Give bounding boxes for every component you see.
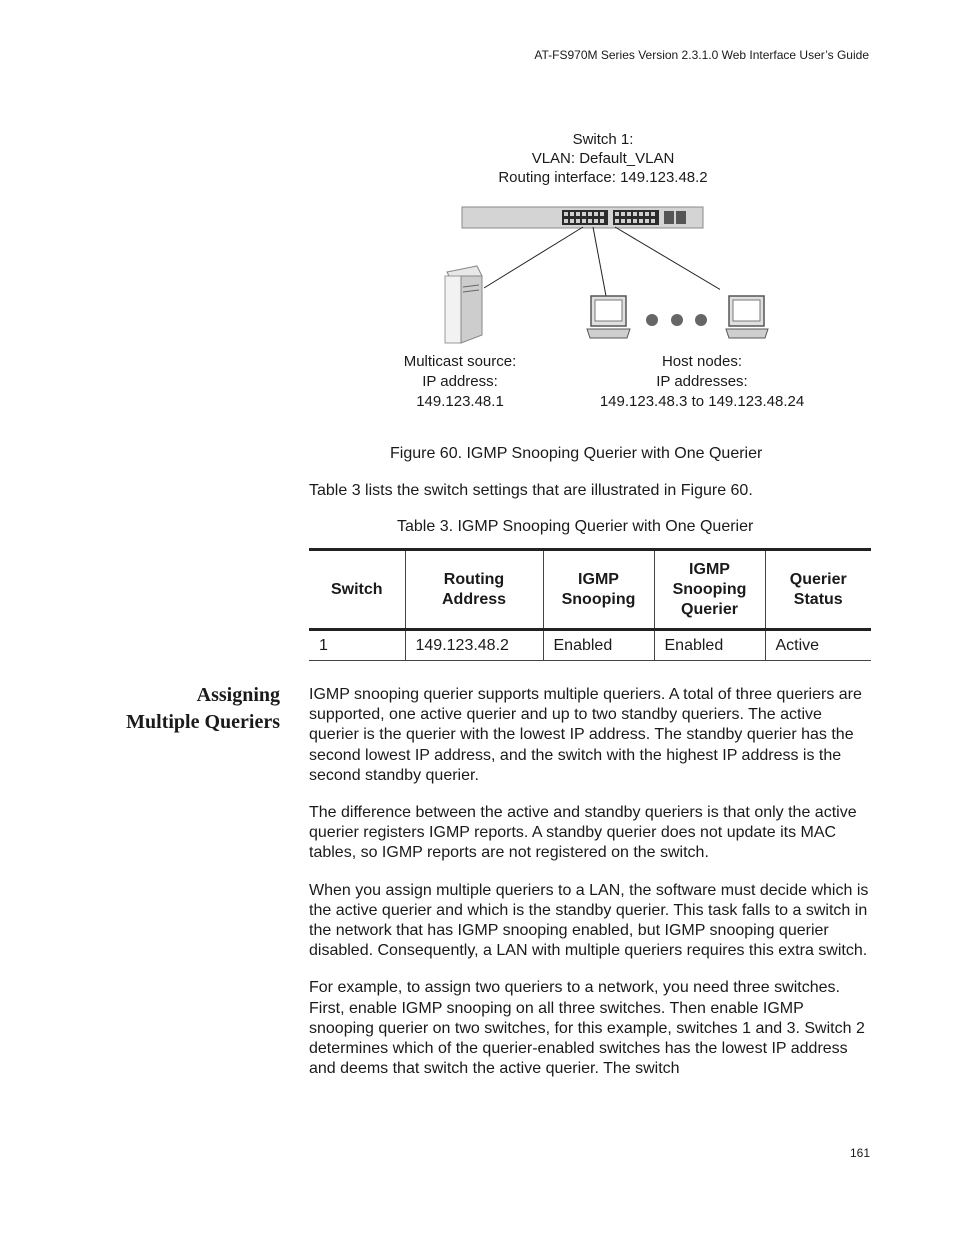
- column-header: Switch: [309, 550, 405, 630]
- column-header: Routing Address: [405, 550, 543, 630]
- section-heading: Assigning Multiple Queriers: [126, 684, 280, 733]
- column-header: IGMP Snooping: [543, 550, 654, 630]
- host-computer-icon: [587, 296, 630, 338]
- section-body: [309, 685, 871, 1096]
- table-cell: 149.123.48.2: [405, 630, 543, 661]
- table-cell: Enabled: [654, 630, 765, 661]
- server-icon: [445, 266, 482, 343]
- body-paragraph: When you assign multiple queriers to a LAN, the software must decide which is the active querier and which is the standby querier. This task falls to a switch in the network that has IGMP snooping enabled, but IGMP snooping querier disabled. Consequently, a LAN with multiple queriers requires this extra switch.: [309, 881, 869, 960]
- table-caption: Table 3. IGMP Snooping Querier with One Querier: [397, 518, 754, 535]
- host-computer-icon: [725, 295, 769, 339]
- body-paragraph: For example, to assign two queriers to a network, you need three switches. First, enable IGMP snooping on all three switches. Then enable IGMP snooping querier on two switches, for this example, switches 1 and 3. Switch 2 determines which of the querier-enabled switches has the lowest IP address and deems that switch the active querier. The switch: [309, 979, 865, 1078]
- querier-settings-table: [309, 548, 871, 661]
- column-header: IGMP Snooping Querier: [654, 550, 765, 630]
- body-paragraph: The difference between the active and standby queriers is that only the active querier registers IGMP reports. A standby querier does not update its MAC tables, so IGMP reports are not registered on the switch.: [309, 804, 857, 862]
- multicast-source-label: Multicast source: IP address: 149.123.48.1: [403, 353, 517, 410]
- page-number: 161: [850, 1146, 871, 1160]
- table-cell: 1: [309, 630, 405, 661]
- page-header: AT-FS970M Series Version 2.3.1.0 Web Interface User’s Guide: [534, 48, 869, 62]
- table-row: [309, 630, 871, 661]
- switch-label: Switch 1: VLAN: Default_VLAN Routing interface: 149.123.48.2: [498, 131, 708, 186]
- body-paragraph: IGMP snooping querier supports multiple queriers. A total of three queriers are supported, one active querier and up to two standby queriers. The active querier is the querier with the lowest IP address. The standby querier has the second lowest IP address, and the switch with the highest IP address is the second standby querier.: [309, 686, 862, 784]
- table-cell: Active: [765, 630, 871, 661]
- connection-lines: [484, 227, 720, 296]
- column-header: Querier Status: [765, 550, 871, 630]
- table-header-row: [309, 550, 871, 630]
- figure-caption: Figure 60. IGMP Snooping Querier with One Querier: [390, 445, 763, 462]
- intro-paragraph: Table 3 lists the switch settings that are illustrated in Figure 60.: [309, 482, 753, 499]
- switch-icon: [462, 207, 703, 228]
- host-nodes-label: Host nodes: IP addresses: 149.123.48.3 to 149.123.48.24: [599, 353, 805, 410]
- network-diagram: [400, 190, 720, 350]
- ellipsis-dots: [646, 314, 707, 326]
- table-cell: Enabled: [543, 630, 654, 661]
